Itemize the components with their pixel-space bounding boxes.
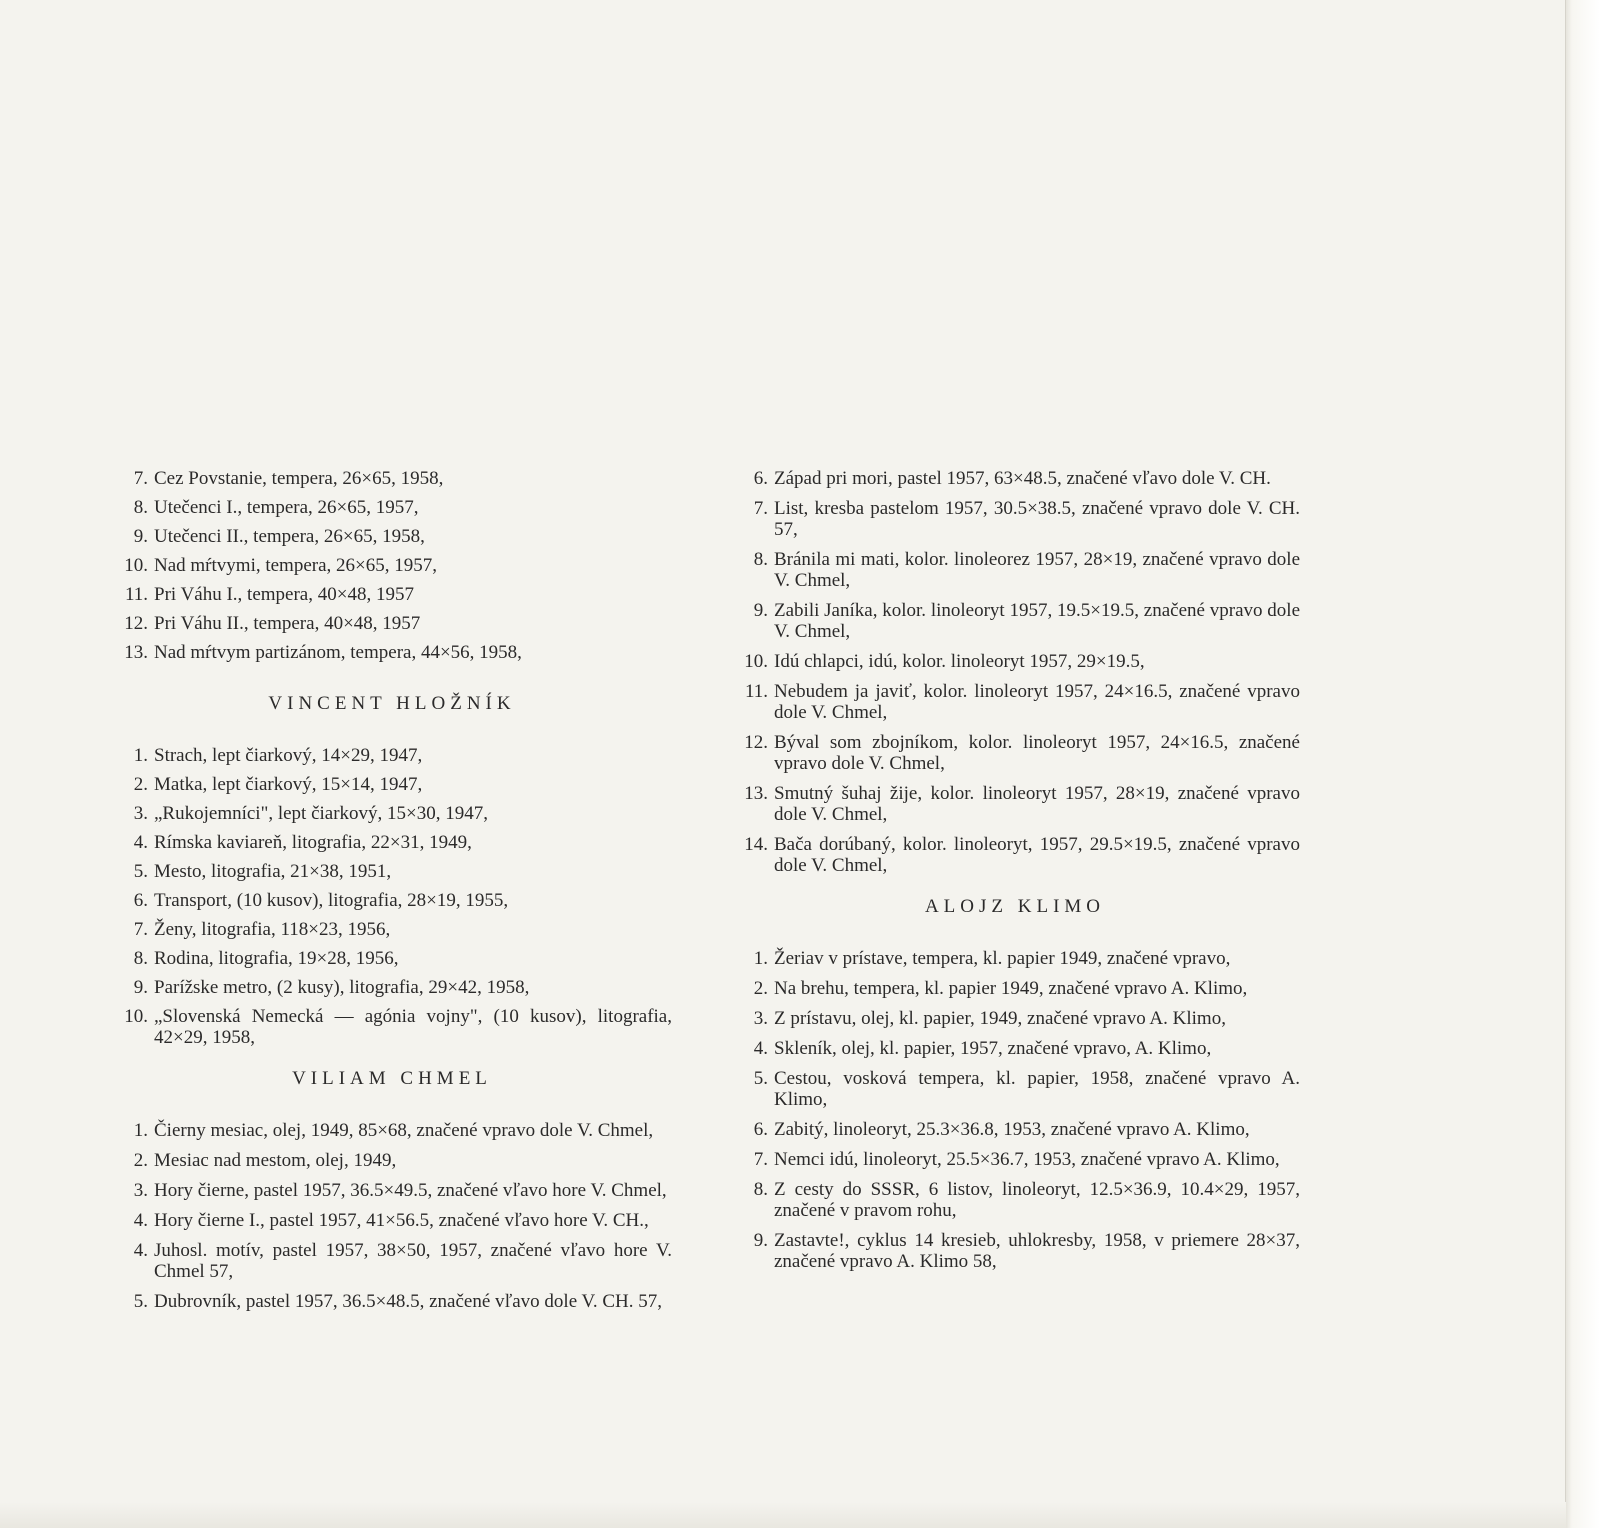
item-number: 12. xyxy=(124,613,148,634)
item-number: 6. xyxy=(753,1119,768,1140)
item-text: Čierny mesiac, olej, 1949, 85×68, značené vpravo dole V. Chmel, xyxy=(154,1120,654,1141)
item-number: 7. xyxy=(753,498,768,519)
item-number: 5. xyxy=(133,1291,148,1312)
item-text: Rodina, litografia, 19×28, 1956, xyxy=(154,948,399,969)
list-item xyxy=(112,468,672,489)
item-text: Pri Váhu II., tempera, 40×48, 1957 xyxy=(154,613,421,634)
list-item xyxy=(112,1291,672,1312)
item-number: 6. xyxy=(753,468,768,489)
list-item xyxy=(730,1119,1300,1140)
list-item xyxy=(112,1240,672,1282)
list-item xyxy=(730,681,1300,723)
list-item xyxy=(112,1210,672,1231)
item-number: 8. xyxy=(133,948,148,969)
item-text: List, kresba pastelom 1957, 30.5×38.5, značené vpravo dole V. CH. 57, xyxy=(774,498,1300,540)
item-number: 9. xyxy=(133,526,148,547)
item-number: 4. xyxy=(133,1210,148,1231)
item-number: 1. xyxy=(133,1120,148,1141)
list-item xyxy=(730,783,1300,825)
item-number: 8. xyxy=(753,549,768,570)
left-column xyxy=(112,468,672,1321)
list-item xyxy=(730,1179,1300,1221)
item-text: Parížske metro, (2 kusy), litografia, 29×42, 1958, xyxy=(154,977,530,998)
item-number: 2. xyxy=(133,1150,148,1171)
item-text: Býval som zbojníkom, kolor. linoleoryt 1957, 24×16.5, značené vpravo dole V. Chmel, xyxy=(774,732,1300,774)
item-number: 3. xyxy=(133,1180,148,1201)
item-text: Dubrovník, pastel 1957, 36.5×48.5, značené vľavo dole V. CH. 57, xyxy=(154,1291,662,1312)
item-text: Žeriav v prístave, tempera, kl. papier 1949, značené vpravo, xyxy=(774,948,1231,969)
item-text: Zabitý, linoleoryt, 25.3×36.8, 1953, značené vpravo A. Klimo, xyxy=(774,1119,1250,1140)
item-number: 5. xyxy=(133,861,148,882)
item-text: Smutný šuhaj žije, kolor. linoleoryt 1957, 28×19, značené vpravo dole V. Chmel, xyxy=(774,783,1300,825)
item-text: Mesto, litografia, 21×38, 1951, xyxy=(154,861,392,882)
list-item xyxy=(112,555,672,576)
list-item xyxy=(112,642,672,663)
item-number: 8. xyxy=(133,497,148,518)
list-item xyxy=(112,861,672,882)
item-text: Juhosl. motív, pastel 1957, 38×50, 1957, značené vľavo hore V. Chmel 57, xyxy=(154,1240,672,1282)
item-number: 6. xyxy=(133,890,148,911)
item-number: 5. xyxy=(753,1068,768,1089)
page-right-edge xyxy=(1565,0,1600,1528)
item-number: 11. xyxy=(744,681,768,702)
list-item xyxy=(112,1150,672,1171)
item-text: Na brehu, tempera, kl. papier 1949, značené vpravo A. Klimo, xyxy=(774,978,1248,999)
item-text: Utečenci I., tempera, 26×65, 1957, xyxy=(154,497,419,518)
item-number: 4. xyxy=(133,1240,148,1261)
item-number: 11. xyxy=(124,584,148,605)
list-item xyxy=(112,832,672,853)
list-item xyxy=(112,774,672,795)
item-text: Bača dorúbaný, kolor. linoleoryt, 1957, 29.5×19.5, značené vpravo dole V. Chmel, xyxy=(774,834,1300,876)
item-text: Ženy, litografia, 118×23, 1956, xyxy=(154,919,391,940)
item-number: 10. xyxy=(744,651,768,672)
item-text: Z cesty do SSSR, 6 listov, linoleoryt, 12.5×36.9, 10.4×29, 1957, značené v pravom rohu, xyxy=(774,1179,1300,1221)
item-text: Idú chlapci, idú, kolor. linoleoryt 1957, 29×19.5, xyxy=(774,651,1145,672)
item-number: 2. xyxy=(133,774,148,795)
item-text: Nebudem ja javiť, kolor. linoleoryt 1957, 24×16.5, značené vpravo dole V. Chmel, xyxy=(774,681,1300,723)
list-item xyxy=(730,1230,1300,1272)
item-number: 14. xyxy=(744,834,768,855)
list-item xyxy=(730,1068,1300,1110)
item-number: 7. xyxy=(133,919,148,940)
list-item xyxy=(730,549,1300,591)
item-number: 12. xyxy=(744,732,768,753)
list-item xyxy=(730,1038,1300,1059)
item-number: 1. xyxy=(133,745,148,766)
list-item xyxy=(112,1006,672,1048)
right-column xyxy=(730,468,1300,1281)
item-text: Bránila mi mati, kolor. linoleorez 1957, 28×19, značené vpravo dole V. Chmel, xyxy=(774,549,1300,591)
item-number: 2. xyxy=(753,978,768,999)
section-heading-hloznik: VINCENT HLOŽNÍK xyxy=(268,693,516,714)
hloznik-list xyxy=(112,745,672,1048)
item-number: 4. xyxy=(133,832,148,853)
list-item xyxy=(112,1180,672,1201)
item-text: „Rukojemníci", lept čiarkový, 15×30, 1947, xyxy=(154,803,489,824)
list-item xyxy=(112,745,672,766)
item-number: 7. xyxy=(133,468,148,489)
list-item xyxy=(730,1149,1300,1170)
chmel-list xyxy=(112,1120,672,1312)
item-number: 8. xyxy=(753,1179,768,1200)
list-item xyxy=(112,803,672,824)
item-text: Zastavte!, cyklus 14 kresieb, uhlokresby, 1958, v priemere 28×37, značené vpravo A. Klimo 58, xyxy=(774,1230,1300,1272)
list-item xyxy=(112,497,672,518)
item-text: Rímska kaviareň, litografia, 22×31, 1949, xyxy=(154,832,472,853)
list-item xyxy=(112,890,672,911)
item-number: 7. xyxy=(753,1149,768,1170)
item-number: 9. xyxy=(753,600,768,621)
list-item xyxy=(730,732,1300,774)
item-text: Nad mŕtvymi, tempera, 26×65, 1957, xyxy=(154,555,437,576)
item-text: Západ pri mori, pastel 1957, 63×48.5, značené vľavo dole V. CH. xyxy=(774,468,1271,489)
list-item xyxy=(730,600,1300,642)
item-number: 1. xyxy=(753,948,768,969)
item-number: 9. xyxy=(133,977,148,998)
list-item xyxy=(730,834,1300,876)
item-text: Strach, lept čiarkový, 14×29, 1947, xyxy=(154,745,423,766)
list-item xyxy=(730,1008,1300,1029)
list-item xyxy=(730,948,1300,969)
item-text: Utečenci II., tempera, 26×65, 1958, xyxy=(154,526,425,547)
item-text: Matka, lept čiarkový, 15×14, 1947, xyxy=(154,774,423,795)
list-item xyxy=(112,977,672,998)
chmel-continued-list xyxy=(730,468,1300,876)
item-number: 3. xyxy=(133,803,148,824)
item-text: „Slovenská Nemecká — agónia vojny", (10 kusov), litografia, 42×29, 1958, xyxy=(154,1006,672,1048)
list-item xyxy=(112,1120,672,1141)
list-item xyxy=(730,978,1300,999)
list-item xyxy=(112,613,672,634)
section-heading-chmel: VILIAM CHMEL xyxy=(292,1068,492,1089)
item-number: 13. xyxy=(124,642,148,663)
list-item xyxy=(730,468,1300,489)
list-item xyxy=(112,948,672,969)
item-text: Transport, (10 kusov), litografia, 28×19, 1955, xyxy=(154,890,509,911)
page-bottom-edge xyxy=(0,1502,1566,1528)
item-text: Hory čierne I., pastel 1957, 41×56.5, značené vľavo hore V. CH., xyxy=(154,1210,649,1231)
list-item xyxy=(730,498,1300,540)
item-text: Zabili Janíka, kolor. linoleoryt 1957, 19.5×19.5, značené vpravo dole V. Chmel, xyxy=(774,600,1300,642)
item-number: 4. xyxy=(753,1038,768,1059)
item-number: 3. xyxy=(753,1008,768,1029)
item-number: 10. xyxy=(124,555,148,576)
list-item xyxy=(730,651,1300,672)
item-text: Cestou, vosková tempera, kl. papier, 1958, značené vpravo A. Klimo, xyxy=(774,1068,1300,1110)
item-text: Mesiac nad mestom, olej, 1949, xyxy=(154,1150,397,1171)
item-text: Z prístavu, olej, kl. papier, 1949, značené vpravo A. Klimo, xyxy=(774,1008,1226,1029)
list-item xyxy=(112,919,672,940)
item-text: Pri Váhu I., tempera, 40×48, 1957 xyxy=(154,584,414,605)
list-item xyxy=(112,584,672,605)
item-text: Nemci idú, linoleoryt, 25.5×36.7, 1953, značené vpravo A. Klimo, xyxy=(774,1149,1280,1170)
intro-list xyxy=(112,468,672,663)
item-text: Cez Povstanie, tempera, 26×65, 1958, xyxy=(154,468,444,489)
item-text: Nad mŕtvym partizánom, tempera, 44×56, 1958, xyxy=(154,642,522,663)
item-number: 13. xyxy=(744,783,768,804)
section-heading-klimo: ALOJZ KLIMO xyxy=(924,896,1106,917)
item-number: 10. xyxy=(124,1006,148,1027)
item-number: 9. xyxy=(753,1230,768,1251)
list-item xyxy=(112,526,672,547)
item-text: Skleník, olej, kl. papier, 1957, značené vpravo, A. Klimo, xyxy=(774,1038,1212,1059)
item-text: Hory čierne, pastel 1957, 36.5×49.5, značené vľavo hore V. Chmel, xyxy=(154,1180,667,1201)
klimo-list xyxy=(730,948,1300,1272)
